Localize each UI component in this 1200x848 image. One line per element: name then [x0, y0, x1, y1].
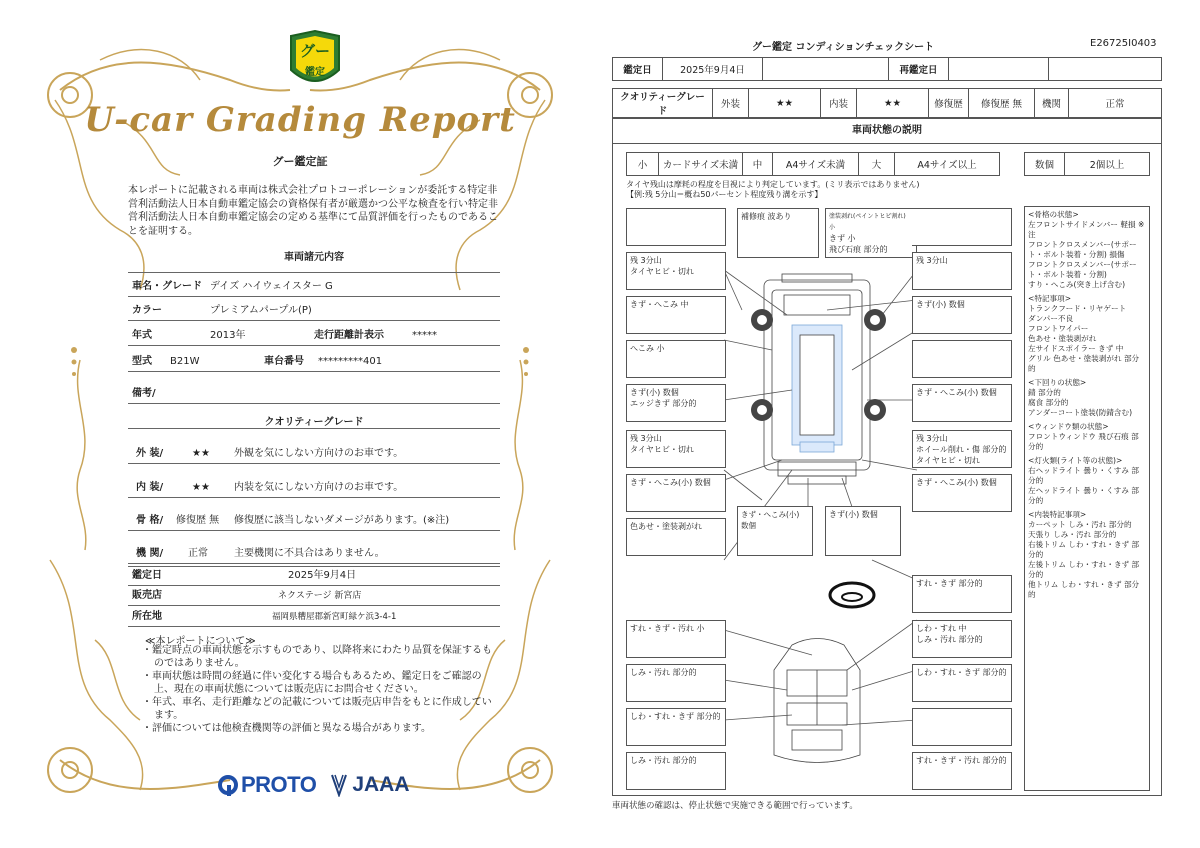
callout-box: きず・へこみ(小) 数個 [912, 474, 1012, 512]
repair-value: 修復歴 無 [969, 89, 1035, 118]
callout-box: 残 3分山 ホイール削れ・傷 部分的 タイヤヒビ・切れ [912, 430, 1012, 468]
spec-row-color [128, 297, 500, 321]
mileage-label: 走行距離計表示 [314, 330, 384, 341]
size-large: 大 [859, 153, 895, 176]
frame-notes: <骨格の状態> 左フロントサイドメンバー 軽損 ※注 フロントクロスメンバー(サポート・ボルト装着・分割) 損傷 フロントクロスメンバー(サポート・ボルト装着・分割) すり・へこみ(突き上げ含む) [1028, 210, 1145, 289]
engine-label: 機関 [1035, 89, 1069, 118]
grade-desc: 修復歴に該当しないダメージがあります。(※注) [234, 515, 450, 526]
spec-row-year [128, 321, 500, 346]
date-label: 鑑定日 [132, 570, 162, 581]
interior-label: 内装 [821, 89, 857, 118]
footer-note: 車両状態の確認は、停止状態で実施できる範囲で行っています。 [612, 801, 858, 811]
info-row-date [128, 566, 500, 586]
color-label: カラー [132, 305, 162, 316]
grade-row-frame [128, 498, 500, 531]
repair-label: 修復歴 [929, 89, 969, 118]
count-desc: 2個以上 [1065, 153, 1150, 176]
special-notes: <特記事項> トランクフード・リヤゲート ダンパー不良 フロントワイパー 色あせ・塗装剥がれ 左サイドスポイラー きず 中 グリル 色あせ・塗装剥がれ 部分的 [1028, 294, 1140, 373]
size-mid-desc: A4サイズ未満 [773, 153, 859, 176]
callout-box-empty [912, 208, 1012, 246]
tire-note-line2: 【例:残 5分山＝概ね50パーセント程度残り溝を示す】 [626, 190, 823, 199]
callout-box: しわ・すれ・きず 部分的 [912, 664, 1012, 702]
sheet-title: グー鑑定 コンディションチェックシート [752, 42, 935, 53]
sheet-id: E26725I0403 [1090, 38, 1157, 49]
grade-value: 正常 [188, 548, 208, 559]
quality-title: クオリティーグレード [264, 417, 364, 428]
note-item: ・鑑定時点の車両状態を示すものであり、以降将来にわたり品質を保証するものではありません。 [142, 645, 492, 669]
callout-box: きず・へこみ(小) 数個 [626, 474, 726, 512]
name-value: デイズ ハイウェイスター G [210, 281, 333, 292]
window-notes: <ウィンドウ類の状態> フロントウィンドウ 飛び石痕 部分的 [1028, 422, 1139, 451]
grade-desc: 外観を気にしない方向けのお車です。 [234, 448, 404, 459]
goo-badge-logo [287, 30, 343, 94]
date-empty [763, 58, 889, 81]
address-value: 福岡県糟屋郡新宮町緑ケ浜3-4-1 [272, 612, 397, 622]
exterior-value: ★★ [749, 89, 821, 118]
address-label: 所在地 [132, 611, 162, 622]
grade-desc: 主要機関に不具合はありません。 [234, 548, 385, 559]
callout-small-text: 塗装剥れ(ペイントヒビ割れ) 小 [829, 213, 906, 231]
grade-value: ★★ [192, 448, 210, 459]
date-label: 鑑定日 [613, 58, 663, 81]
size-mid: 中 [743, 153, 773, 176]
note-item: ・年式、車名、走行距離などの記載については販売店申告をもとに作成しています。 [142, 697, 492, 721]
proto-logo-text: PROTO [241, 772, 317, 797]
tire-note [626, 180, 919, 200]
mileage-value: ***** [412, 330, 437, 341]
jaaa-logo-text: JAAA [352, 773, 410, 796]
footer-logos [218, 772, 410, 798]
callout-box: 残 3分山 [912, 252, 1012, 290]
explain-title: 車両状態の説明 [612, 118, 1162, 144]
chassis-label: 車台番号 [264, 356, 304, 367]
grade-label: 骨 格/ [136, 515, 164, 526]
lights-notes: <灯火類(ライト等の状態)> 右ヘッドライト 曇り・くすみ 部分的 左ヘッドライト 曇り・くすみ 部分的 [1028, 456, 1139, 505]
shop-value: ネクステージ 新宮店 [278, 591, 362, 601]
grade-value: 修復歴 無 [176, 515, 220, 526]
interior-notes: <内装特記事項> カーペット しみ・汚れ 部分的 天張り しみ・汚れ 部分的 右後トリム しわ・すれ・きず 部分的 左後トリム しわ・すれ・きず 部分的 他トリム しわ・すれ・きず 部分的 [1028, 510, 1140, 599]
date-value: 2025年9月4日 [663, 58, 763, 81]
callout-box: しみ・汚れ 部分的 [626, 752, 726, 790]
cert-body: 本レポートに記載される車両は株式会社プロトコーポレーションが委託する特定非営利活動法人日本自動車鑑定協会の資格保有者が厳選かつ公平な検査を行い特定非営利活動法人日本自動車鑑定協会の定める基準にて品質評価を行ったものであることを証明する。 [128, 185, 498, 237]
badge-top-text: グー [299, 42, 330, 60]
callout-text: きず 小 飛び石痕 部分的 [829, 234, 888, 254]
date-value: 2025年9月4日 [288, 570, 357, 581]
callout-box: しわ・すれ 中 しみ・汚れ 部分的 [912, 620, 1012, 658]
size-large-desc: A4サイズ以上 [895, 153, 1000, 176]
proto-logo [218, 772, 316, 798]
name-label: 車名・グレード [132, 281, 202, 292]
info-row-address [128, 606, 500, 627]
count-label: 数個 [1025, 153, 1065, 176]
count-legend-table [1024, 152, 1150, 176]
callout-box: へこみ 小 [626, 340, 726, 378]
year-value: 2013年 [210, 330, 246, 341]
proto-mark-icon [218, 774, 238, 796]
grade-row-exterior [128, 428, 500, 464]
chassis-value: *********401 [318, 356, 383, 367]
notes-list [142, 644, 492, 735]
spec-row-name [128, 272, 500, 297]
jaaa-logo [330, 773, 409, 797]
size-small-desc: カードサイズ未満 [659, 153, 743, 176]
year-label: 年式 [132, 330, 152, 341]
underbody-notes: <下回りの状態> 錆 部分的 腐食 部分的 アンダーコート塗装(防錆含む) [1028, 378, 1133, 417]
callout-box: 補修痕 波あり [737, 208, 819, 258]
interior-value: ★★ [857, 89, 929, 118]
shop-label: 販売店 [132, 590, 162, 601]
callout-box: 残 3分山 タイヤヒビ・切れ [626, 252, 726, 290]
callout-box: すれ・きず・汚れ 小 [626, 620, 726, 658]
grade-row-engine [128, 531, 500, 564]
spec-row-model [128, 346, 500, 372]
jaaa-mark-icon [330, 773, 348, 797]
report-title: U-car Grading Report [84, 100, 516, 140]
callout-box: きず(小) 数個 エッジきず 部分的 [626, 384, 726, 422]
cert-title: グー鑑定証 [272, 155, 328, 168]
callout-box: きず・へこみ(小) 数個 [737, 506, 813, 556]
notes-title: ≪本レポートについて≫ [145, 636, 256, 647]
grade-row-interior [128, 464, 500, 498]
badge-bottom-text: 鑑定 [305, 67, 325, 78]
color-value: プレミアムパープル(P) [210, 305, 312, 316]
engine-value: 正常 [1069, 89, 1162, 118]
condition-notes-panel [1024, 206, 1150, 791]
grade-desc: 内装を気にしない方向けのお車です。 [234, 482, 404, 493]
quality-label: クオリティーグレード [613, 89, 713, 118]
model-value: B21W [170, 356, 200, 367]
callout-box: しわ・すれ・きず 部分的 [626, 708, 726, 746]
size-small: 小 [627, 153, 659, 176]
info-row-shop [128, 586, 500, 606]
reinspect-empty [1049, 58, 1162, 81]
reinspect-label: 再鑑定日 [889, 58, 949, 81]
grade-value: ★★ [192, 482, 210, 493]
exterior-label: 外装 [713, 89, 749, 118]
callout-box-empty [912, 340, 1012, 378]
callout-box: きず・へこみ(小) 数個 [912, 384, 1012, 422]
callout-box: しみ・汚れ 部分的 [626, 664, 726, 702]
specs-title: 車両諸元内容 [284, 252, 344, 263]
callout-box: きず(小) 数個 [912, 296, 1012, 334]
quality-table [612, 88, 1162, 118]
callout-box: きず・へこみ 中 [626, 296, 726, 334]
note-item: ・車両状態は時間の経過に伴い変化する場合もあるため、鑑定日をご確認の上、現在の車両状態については販売店にお問合せください。 [142, 671, 482, 695]
size-legend-table [626, 152, 1000, 176]
steering-wheel-icon [830, 583, 874, 607]
callout-box: 残 3分山 タイヤヒビ・切れ [626, 430, 726, 468]
remarks-label: 備考/ [132, 388, 156, 399]
callout-box-empty [912, 708, 1012, 746]
reinspect-value [949, 58, 1049, 81]
model-label: 型式 [132, 356, 152, 367]
note-item: ・評価については他検査機関等の評価と異なる場合があります。 [142, 723, 431, 734]
callout-box: きず(小) 数個 [825, 506, 901, 556]
callout-box: すれ・きず・汚れ 部分的 [912, 752, 1012, 790]
callout-box [825, 208, 917, 258]
grade-label: 外 装/ [136, 448, 164, 459]
callout-box-empty [626, 208, 726, 246]
spec-row-remarks [128, 372, 500, 404]
callout-box: すれ・きず 部分的 [912, 575, 1012, 613]
grade-label: 内 装/ [136, 482, 164, 493]
callout-box: 色あせ・塗装剥がれ [626, 518, 726, 556]
date-table [612, 57, 1162, 81]
tire-note-line1: タイヤ残山は摩耗の程度を目視により判定しています。(ミリ表示ではありません) [626, 180, 920, 189]
grade-label: 機 関/ [136, 548, 164, 559]
